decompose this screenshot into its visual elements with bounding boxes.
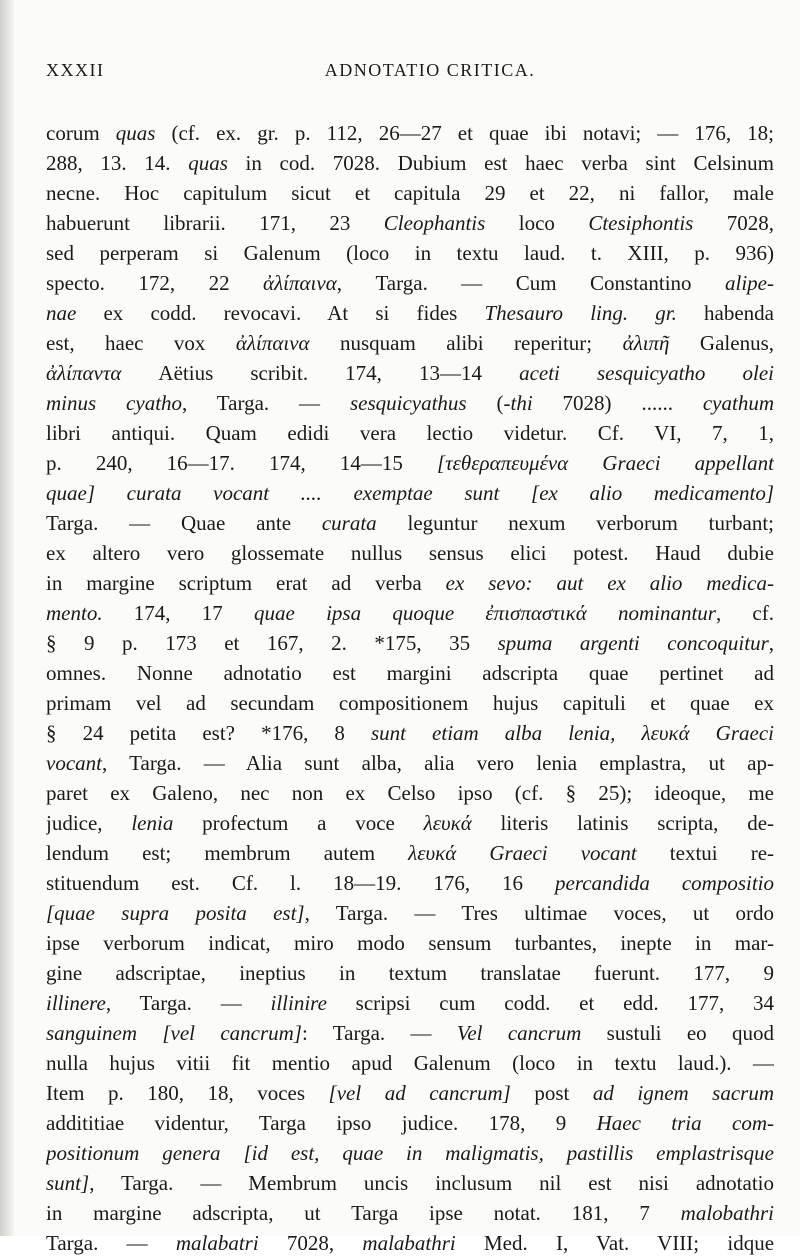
text-line <box>46 1078 774 1108</box>
italic-segment: λευκά Graeci vocant <box>408 841 637 865</box>
text-segment: leguntur nexum verborum turbant; <box>376 511 774 535</box>
italic-segment: nae <box>46 301 77 325</box>
text-segment: 174, 17 <box>102 601 255 625</box>
text-segment: , Targa. — Membrum uncis inclusum nil est nisi adnotatio <box>89 1171 774 1195</box>
italic-segment: vocant <box>46 751 102 775</box>
italic-segment: cyathum <box>702 391 774 415</box>
text-segment: Med. I, Vat. VIII; idque <box>455 1231 774 1255</box>
text-line <box>46 868 774 898</box>
text-segment: Targa. — Quae ante <box>46 511 322 535</box>
text-line <box>46 1228 774 1258</box>
text-segment: sed perperam si Galenum (loco in textu laud. t. XIII, p. 936) <box>46 241 774 265</box>
text-segment: profectum a voce <box>173 811 424 835</box>
italic-segment: [vel ad cancrum] <box>328 1081 511 1105</box>
page-header <box>46 60 774 88</box>
italic-segment: ad ignem sacrum <box>592 1081 774 1105</box>
running-title: ADNOTATIO CRITICA. <box>324 60 536 80</box>
text-segment: in cod. 7028. Dubium est haec verba sint Celsinum <box>227 151 774 175</box>
text-segment: : Targa. — <box>301 1021 457 1045</box>
text-segment: habuerunt librarii. 171, 23 <box>46 211 384 235</box>
text-segment: Item p. 180, 18, voces <box>46 1081 329 1105</box>
text-line <box>46 238 774 268</box>
italic-segment: sunt etiam alba lenia, λευκά Graeci <box>370 721 774 745</box>
text-segment: ipse verborum indicat, miro modo sensum turbantes, inepte in mar- <box>46 931 774 955</box>
italic-segment: positionum genera [id est, quae in maligmatis, pastillis emplastrisque <box>46 1141 774 1165</box>
text-segment: , <box>768 631 774 655</box>
text-line <box>46 928 774 958</box>
text-segment: 7028, <box>258 1231 363 1255</box>
italic-segment: sanguinem [vel cancrum] <box>46 1021 302 1045</box>
text-segment: libri antiqui. Quam edidi vera lectio videtur. Cf. VI, 7, 1, <box>46 421 774 445</box>
italic-segment: sunt] <box>46 1171 90 1195</box>
commentary-text <box>46 118 774 1258</box>
italic-segment: λευκά <box>423 811 472 835</box>
italic-segment: malabatri <box>175 1231 259 1255</box>
italic-segment: malabathri <box>362 1231 456 1255</box>
italic-segment: [quae supra posita est] <box>46 901 305 925</box>
text-segment: (cf. ex. gr. p. 112, 26—27 et quae ibi notavi; — 176, 18; <box>155 121 774 145</box>
text-segment: , Targa. — Cum Constantino <box>336 271 726 295</box>
text-line <box>46 478 774 508</box>
text-segment: loco <box>485 211 589 235</box>
text-segment: 288, 13. 14. <box>46 151 189 175</box>
italic-segment: minus cyatho <box>46 391 183 415</box>
text-line <box>46 178 774 208</box>
text-segment: textui re- <box>636 841 774 865</box>
text-segment: scripsi cum codd. et edd. 177, 34 <box>326 991 774 1015</box>
text-line <box>46 208 774 238</box>
text-line <box>46 1168 774 1198</box>
text-segment: stituendum est. Cf. l. 18—19. 176, 16 <box>46 871 555 895</box>
text-line <box>46 1018 774 1048</box>
italic-segment: Vel cancrum <box>456 1021 582 1045</box>
text-segment: Aëtius scribit. 174, 13—14 <box>121 361 520 385</box>
text-segment: omnes. Nonne adnotatio est margini adscripta quae pertinet ad <box>46 661 774 685</box>
text-segment: gine adscriptae, ineptius in textum translatae fuerunt. 177, 9 <box>46 961 774 985</box>
text-line <box>46 1048 774 1078</box>
italic-segment: quas <box>188 151 228 175</box>
text-segment: literis latinis scripta, de- <box>471 811 774 835</box>
text-segment: 7028) ...... <box>532 391 703 415</box>
text-line <box>46 1138 774 1168</box>
italic-segment: mento. <box>46 601 103 625</box>
text-line <box>46 628 774 658</box>
text-line <box>46 778 774 808</box>
text-line <box>46 688 774 718</box>
italic-segment: Haec tria com- <box>596 1111 774 1135</box>
text-segment: in margine scriptum erat ad verba <box>46 571 446 595</box>
text-segment: § 24 petita est? *176, 8 <box>46 721 371 745</box>
text-segment: 7028, <box>693 211 774 235</box>
italic-segment: ἀλίπαινα <box>263 271 337 295</box>
text-line <box>46 658 774 688</box>
text-segment: nulla hujus vitii fit mentio apud Galenum (loco in textu laud.). — <box>46 1051 774 1075</box>
text-line <box>46 718 774 748</box>
text-segment: necne. Hoc capitulum sicut et capitula 29 et 22, ni fallor, male <box>46 181 774 205</box>
text-segment: primam vel ad secundam compositionem hujus capituli et quae ex <box>46 691 774 715</box>
text-segment: , Targa. — <box>105 991 271 1015</box>
text-segment: habenda <box>676 301 774 325</box>
text-segment: , cf. <box>715 601 774 625</box>
text-segment: specto. 172, 22 <box>46 271 264 295</box>
text-line <box>46 448 774 478</box>
text-segment: addititiae videntur, Targa ipso judice. 178, 9 <box>46 1111 597 1135</box>
italic-segment: illinire <box>270 991 327 1015</box>
text-line <box>46 838 774 868</box>
text-segment: ex codd. revocavi. At si fides <box>76 301 485 325</box>
text-line <box>46 1198 774 1228</box>
italic-segment: Ctesiphontis <box>588 211 694 235</box>
text-segment: post <box>510 1081 593 1105</box>
text-line <box>46 898 774 928</box>
text-line <box>46 988 774 1018</box>
text-line <box>46 1108 774 1138</box>
italic-segment: -thi <box>503 391 533 415</box>
text-segment: , Targa. — Alia sunt alba, alia vero lenia emplastra, ut ap- <box>101 751 774 775</box>
italic-segment: quae ipsa quoque ἐπισπαστικά nominantur <box>254 601 716 625</box>
text-segment: est, haec vox <box>46 331 236 355</box>
italic-segment: Thesauro ling. gr. <box>484 301 677 325</box>
text-segment: ex altero vero glossemate nullus sensus elici potest. Haud dubie <box>46 541 774 565</box>
italic-segment: aceti sesquicyatho olei <box>519 361 774 385</box>
text-line <box>46 328 774 358</box>
italic-segment: malobathri <box>680 1201 774 1225</box>
italic-segment: quas <box>115 121 156 145</box>
text-segment: nusquam alibi reperitur; <box>309 331 623 355</box>
italic-segment: percandida compositio <box>555 871 774 895</box>
text-line <box>46 388 774 418</box>
text-line <box>46 598 774 628</box>
text-line <box>46 358 774 388</box>
italic-segment: ἀλιπῆ <box>622 331 670 355</box>
text-line <box>46 118 774 148</box>
italic-segment: ex sevo: aut ex alio medica- <box>445 571 774 595</box>
text-line <box>46 958 774 988</box>
italic-segment: alipe- <box>725 271 774 295</box>
text-segment: sustuli eo quod <box>581 1021 774 1045</box>
italic-segment: [τεθεραπευμένα Graeci appellant <box>436 451 774 475</box>
text-line <box>46 268 774 298</box>
italic-segment: quae] curata vocant .... exemptae sunt [ex alio medicamento] <box>46 481 774 505</box>
text-line <box>46 538 774 568</box>
text-line <box>46 568 774 598</box>
text-segment: lendum est; membrum autem <box>46 841 409 865</box>
italic-segment: curata <box>321 511 377 535</box>
text-segment: corum <box>46 121 116 145</box>
text-segment: judice, <box>46 811 132 835</box>
text-segment: Targa. — <box>46 1231 176 1255</box>
text-segment: ( <box>466 391 504 415</box>
page-number: XXXII <box>46 60 105 80</box>
text-line <box>46 808 774 838</box>
italic-segment: lenia <box>131 811 174 835</box>
text-segment: , Targa. — Tres ultimae voces, ut ordo <box>304 901 774 925</box>
text-line <box>46 418 774 448</box>
italic-segment: spuma argenti concoquitur <box>497 631 769 655</box>
text-segment: Galenus, <box>669 331 774 355</box>
text-segment: , Targa. — <box>182 391 350 415</box>
italic-segment: ἀλίπαντα <box>46 361 122 385</box>
text-segment: in margine adscripta, ut Targa ipse notat. 181, 7 <box>46 1201 681 1225</box>
italic-segment: Cleophantis <box>383 211 486 235</box>
text-line <box>46 148 774 178</box>
italic-segment: sesquicyathus <box>349 391 467 415</box>
page-edge-shadow <box>0 0 14 1236</box>
italic-segment: illinere <box>46 991 106 1015</box>
text-segment: paret ex Galeno, nec non ex Celso ipso (cf. § 25); ideoque, me <box>46 781 774 805</box>
text-line <box>46 298 774 328</box>
text-line <box>46 748 774 778</box>
italic-segment: ἀλίπαινα <box>235 331 310 355</box>
text-line <box>46 508 774 538</box>
text-segment: p. 240, 16—17. 174, 14—15 <box>46 451 437 475</box>
text-segment: § 9 p. 173 et 167, 2. *175, 35 <box>46 631 498 655</box>
